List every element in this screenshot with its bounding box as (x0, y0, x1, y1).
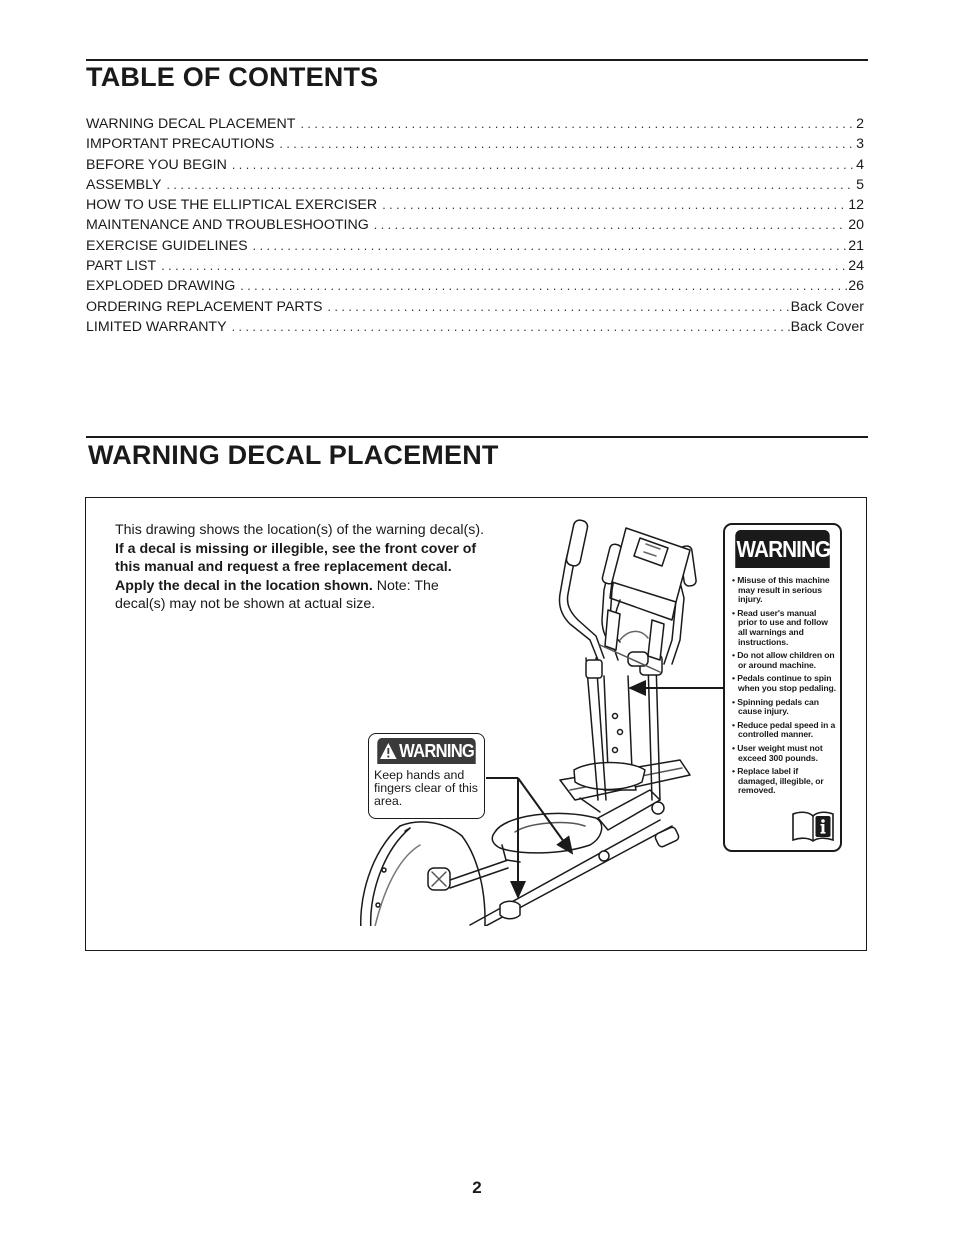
toc-entry-label: PART LIST (86, 258, 157, 275)
warning-decal-small-heading: WARNING (399, 740, 475, 761)
warning-decal-main-heading: WARNING (736, 535, 831, 562)
toc-entry-label: ORDERING REPLACEMENT PARTS (86, 298, 323, 315)
toc-entry-page: 3 (856, 136, 864, 153)
toc-entry-page: 5 (856, 176, 864, 193)
toc-entry-label: IMPORTANT PRECAUTIONS (86, 136, 275, 153)
toc-entry-page: 2 (856, 116, 864, 132)
intro-plain-1: This drawing shows the location(s) of the warning decal(s). (115, 522, 485, 538)
toc-entry-page: Back Cover (790, 298, 864, 315)
warning-decal-item: • Read user's manual prior to use and follow all warnings and instructions. (732, 609, 836, 647)
warning-triangle-icon (379, 742, 397, 760)
page-number: 2 (472, 1178, 482, 1197)
warning-decal-small (368, 733, 485, 819)
warning-decal-main-banner (735, 530, 830, 568)
warning-decal-small-banner (377, 738, 475, 764)
flywheel (361, 822, 485, 940)
intro-plain-2: Note: The decal(s) may not be shown at actual size. (115, 577, 439, 613)
toc-entry-page: 26 (848, 278, 864, 295)
toc-entry-label: HOW TO USE THE ELLIPTICAL EXERCISER (86, 197, 378, 214)
toc-title: TABLE OF CONTENTS (86, 62, 379, 92)
warning-decal-item: • Misuse of this machine may result in serious injury. (732, 576, 836, 605)
toc-entry-label: EXPLODED DRAWING (86, 278, 236, 295)
warning-decal-item: • Spinning pedals can cause injury. (732, 698, 836, 717)
toc-entry-label: LIMITED WARRANTY (86, 318, 227, 335)
warning-decal-item: • Do not allow children on or around machine. (732, 651, 836, 670)
toc-entry-page: Back Cover (790, 318, 864, 335)
warning-decal-main-list (725, 576, 840, 796)
toc-entry-page: 24 (848, 258, 864, 275)
toc-entry-page: 4 (856, 156, 864, 173)
toc-entry-page: 12 (848, 197, 864, 214)
toc-entry-page: 21 (848, 237, 864, 254)
read-manual-icon (791, 810, 835, 842)
toc-entry-page: 20 (848, 217, 864, 234)
toc-entry-label: WARNING DECAL PLACEMENT (86, 116, 296, 132)
warning-decal-small-message: Keep hands and fingers clear of this area. (374, 768, 478, 809)
toc-entry-label: BEFORE YOU BEGIN (86, 156, 227, 173)
toc-entry-label: EXERCISE GUIDELINES (86, 237, 248, 254)
warning-decal-item: • Pedals continue to spin when you stop pedaling. (732, 674, 836, 693)
warning-decal-main (723, 523, 842, 852)
toc-entry-label: MAINTENANCE AND TROUBLESHOOTING (86, 217, 369, 234)
warning-decal-item: • User weight must not exceed 300 pounds. (732, 744, 836, 763)
intro-bold: If a decal is missing or illegible, see the front cover of this manual and request a free replacement decal. Apply the decal in the location shown. (115, 540, 477, 594)
toc-entry-label: ASSEMBLY (86, 176, 162, 193)
warning-decal-item: • Reduce pedal speed in a controlled manner. (732, 721, 836, 740)
decal-section-title: WARNING DECAL PLACEMENT (88, 440, 499, 470)
warning-decal-item: • Replace label if damaged, illegible, or removed. (732, 767, 836, 796)
